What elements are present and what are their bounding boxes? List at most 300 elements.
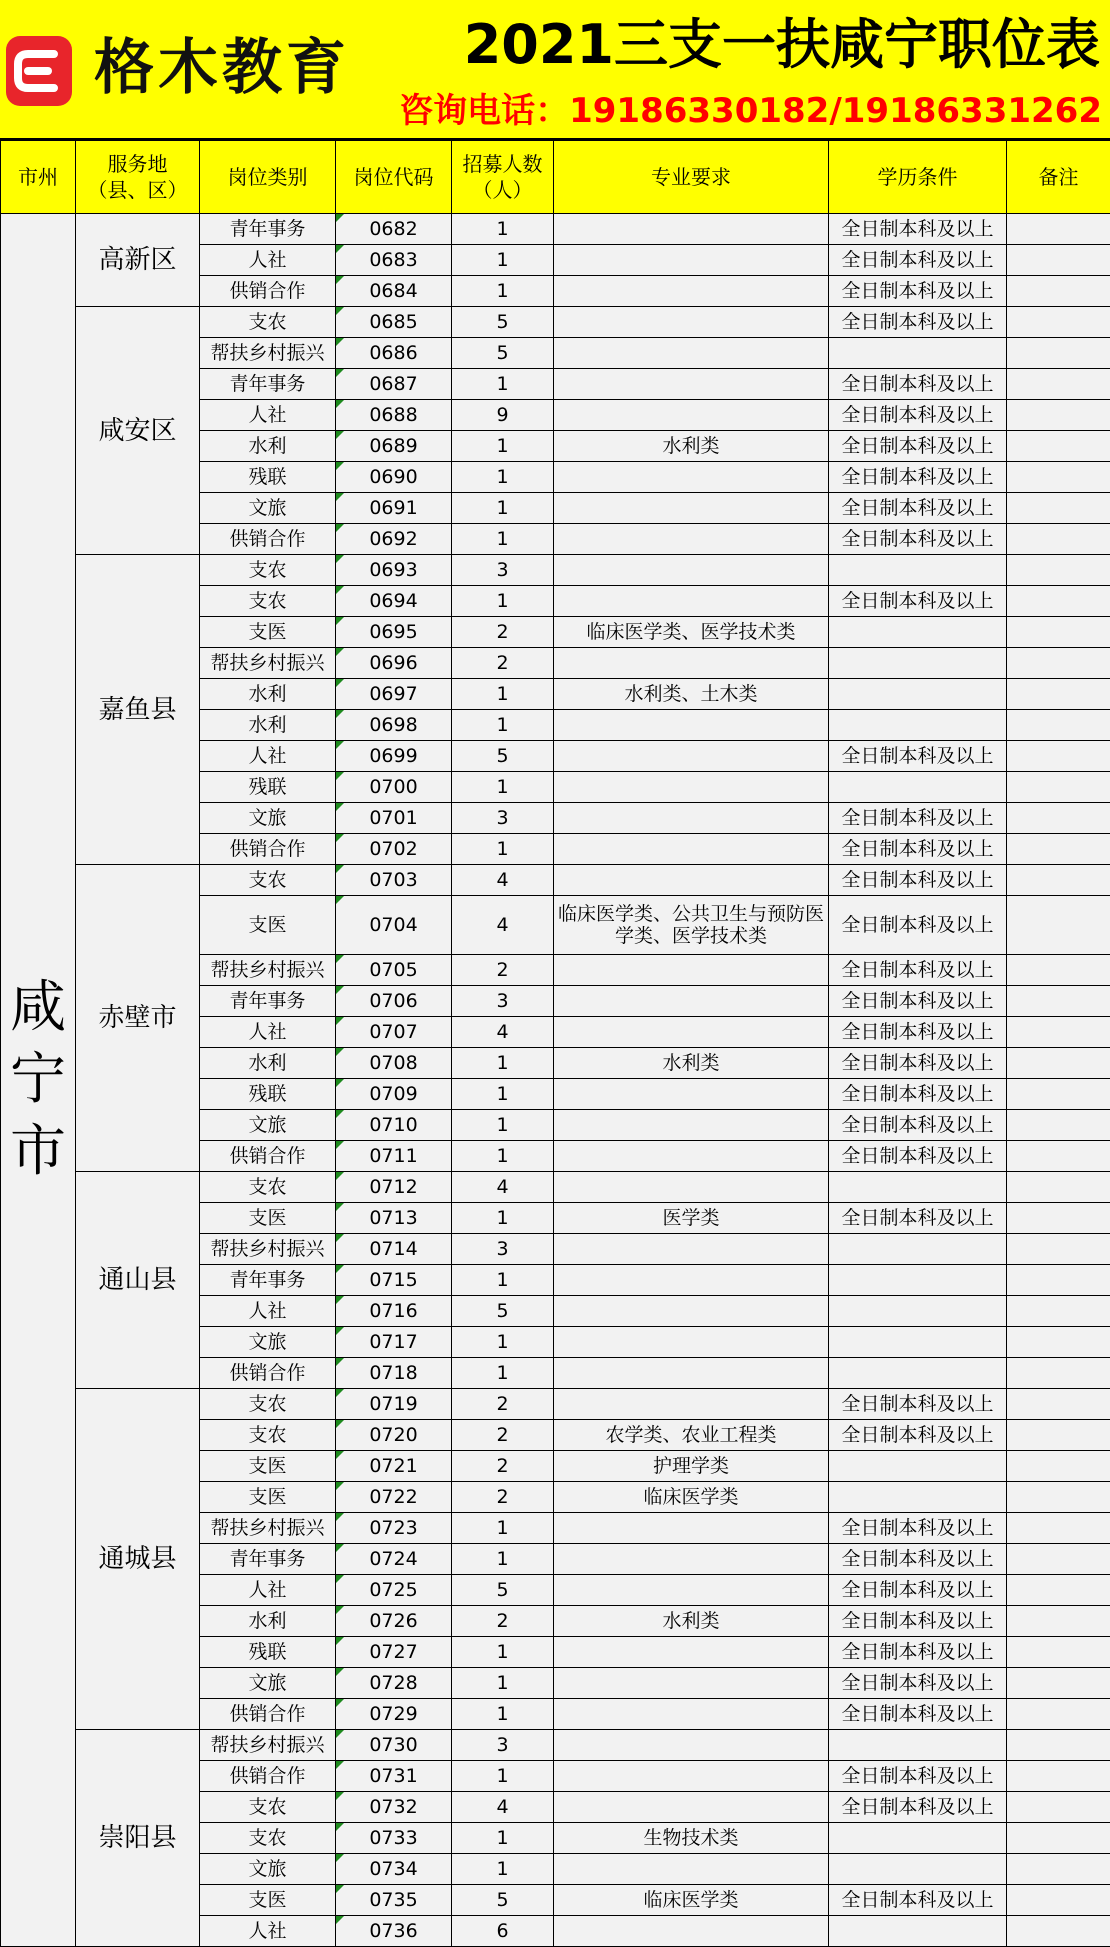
code-cell: 0709 [336, 1079, 452, 1110]
education-cell [829, 1234, 1007, 1265]
category-cell: 支农 [200, 865, 336, 896]
count-cell: 4 [452, 1017, 554, 1048]
education-cell: 全日制本科及以上 [829, 586, 1007, 617]
major-cell [554, 986, 829, 1017]
remarks-cell [1007, 1172, 1110, 1203]
code-cell: 0689 [336, 431, 452, 462]
education-cell: 全日制本科及以上 [829, 865, 1007, 896]
col-header-education: 学历条件 [829, 141, 1007, 214]
table-row [1, 1172, 1110, 1203]
category-cell: 残联 [200, 1637, 336, 1668]
code-cell: 0705 [336, 955, 452, 986]
major-cell [554, 245, 829, 276]
count-cell: 1 [452, 1358, 554, 1389]
remarks-cell [1007, 555, 1110, 586]
education-cell: 全日制本科及以上 [829, 1420, 1007, 1451]
count-cell: 1 [452, 1110, 554, 1141]
remarks-cell [1007, 1017, 1110, 1048]
major-cell [554, 1141, 829, 1172]
major-cell [554, 338, 829, 369]
remarks-cell [1007, 586, 1110, 617]
count-cell: 3 [452, 555, 554, 586]
code-cell: 0722 [336, 1482, 452, 1513]
category-cell: 支医 [200, 1885, 336, 1916]
education-cell: 全日制本科及以上 [829, 986, 1007, 1017]
education-cell: 全日制本科及以上 [829, 1048, 1007, 1079]
count-cell: 1 [452, 276, 554, 307]
code-cell: 0690 [336, 462, 452, 493]
category-cell: 帮扶乡村振兴 [200, 1730, 336, 1761]
code-cell: 0721 [336, 1451, 452, 1482]
remarks-cell [1007, 1110, 1110, 1141]
remarks-cell [1007, 617, 1110, 648]
count-cell: 3 [452, 1234, 554, 1265]
category-cell: 供销合作 [200, 524, 336, 555]
category-cell: 支农 [200, 1792, 336, 1823]
education-cell: 全日制本科及以上 [829, 1110, 1007, 1141]
education-cell: 全日制本科及以上 [829, 245, 1007, 276]
count-cell: 1 [452, 493, 554, 524]
education-cell: 全日制本科及以上 [829, 524, 1007, 555]
category-cell: 支医 [200, 896, 336, 955]
remarks-cell [1007, 1048, 1110, 1079]
count-cell: 1 [452, 1668, 554, 1699]
category-cell: 支医 [200, 1203, 336, 1234]
major-cell [554, 1265, 829, 1296]
code-cell: 0691 [336, 493, 452, 524]
education-cell: 全日制本科及以上 [829, 214, 1007, 245]
remarks-cell [1007, 1916, 1110, 1947]
code-cell: 0723 [336, 1513, 452, 1544]
major-cell [554, 955, 829, 986]
count-cell: 1 [452, 1265, 554, 1296]
district-cell: 崇阳县 [76, 1730, 200, 1947]
count-cell: 2 [452, 1451, 554, 1482]
remarks-cell [1007, 1389, 1110, 1420]
major-cell [554, 865, 829, 896]
page-title: 2021三支一扶咸宁职位表 [464, 8, 1100, 82]
category-cell: 人社 [200, 1296, 336, 1327]
code-cell: 0700 [336, 772, 452, 803]
education-cell [829, 1451, 1007, 1482]
education-cell [829, 1916, 1007, 1947]
remarks-cell [1007, 896, 1110, 955]
major-cell [554, 1079, 829, 1110]
remarks-cell [1007, 1265, 1110, 1296]
category-cell: 青年事务 [200, 369, 336, 400]
count-cell: 3 [452, 986, 554, 1017]
count-cell: 5 [452, 741, 554, 772]
count-cell: 5 [452, 338, 554, 369]
remarks-cell [1007, 834, 1110, 865]
table-row [1, 865, 1110, 896]
code-cell: 0724 [336, 1544, 452, 1575]
education-cell: 全日制本科及以上 [829, 1389, 1007, 1420]
count-cell: 1 [452, 214, 554, 245]
count-cell: 5 [452, 1885, 554, 1916]
count-cell: 1 [452, 679, 554, 710]
remarks-cell [1007, 369, 1110, 400]
category-cell: 帮扶乡村振兴 [200, 1513, 336, 1544]
count-cell: 1 [452, 245, 554, 276]
major-cell [554, 834, 829, 865]
table-body [1, 214, 1110, 1947]
remarks-cell [1007, 1730, 1110, 1761]
count-cell: 1 [452, 1327, 554, 1358]
code-cell: 0693 [336, 555, 452, 586]
major-cell [554, 1792, 829, 1823]
major-cell [554, 214, 829, 245]
major-cell [554, 400, 829, 431]
education-cell: 全日制本科及以上 [829, 369, 1007, 400]
category-cell: 人社 [200, 741, 336, 772]
category-cell: 供销合作 [200, 1699, 336, 1730]
category-cell: 支农 [200, 1389, 336, 1420]
remarks-cell [1007, 1451, 1110, 1482]
remarks-cell [1007, 1792, 1110, 1823]
major-cell [554, 1110, 829, 1141]
major-cell: 临床医学类、公共卫生与预防医学类、医学技术类 [554, 896, 829, 955]
code-cell: 0718 [336, 1358, 452, 1389]
remarks-cell [1007, 710, 1110, 741]
code-cell: 0730 [336, 1730, 452, 1761]
count-cell: 1 [452, 1048, 554, 1079]
header-banner [0, 0, 1110, 140]
count-cell: 1 [452, 524, 554, 555]
category-cell: 供销合作 [200, 1141, 336, 1172]
remarks-cell [1007, 1575, 1110, 1606]
remarks-cell [1007, 493, 1110, 524]
count-cell: 1 [452, 1141, 554, 1172]
remarks-cell [1007, 1606, 1110, 1637]
code-cell: 0706 [336, 986, 452, 1017]
code-cell: 0734 [336, 1854, 452, 1885]
code-cell: 0702 [336, 834, 452, 865]
education-cell [829, 1482, 1007, 1513]
code-cell: 0704 [336, 896, 452, 955]
count-cell: 1 [452, 772, 554, 803]
count-cell: 2 [452, 1420, 554, 1451]
code-cell: 0684 [336, 276, 452, 307]
count-cell: 1 [452, 431, 554, 462]
code-cell: 0717 [336, 1327, 452, 1358]
category-cell: 水利 [200, 1048, 336, 1079]
remarks-cell [1007, 462, 1110, 493]
education-cell: 全日制本科及以上 [829, 1203, 1007, 1234]
table-row [1, 1730, 1110, 1761]
category-cell: 文旅 [200, 1854, 336, 1885]
major-cell [554, 524, 829, 555]
count-cell: 1 [452, 586, 554, 617]
code-cell: 0695 [336, 617, 452, 648]
category-cell: 残联 [200, 772, 336, 803]
code-cell: 0733 [336, 1823, 452, 1854]
remarks-cell [1007, 400, 1110, 431]
education-cell: 全日制本科及以上 [829, 1637, 1007, 1668]
count-cell: 1 [452, 462, 554, 493]
major-cell [554, 710, 829, 741]
code-cell: 0708 [336, 1048, 452, 1079]
remarks-cell [1007, 648, 1110, 679]
education-cell: 全日制本科及以上 [829, 276, 1007, 307]
remarks-cell [1007, 1296, 1110, 1327]
category-cell: 残联 [200, 1079, 336, 1110]
remarks-cell [1007, 245, 1110, 276]
district-cell: 高新区 [76, 214, 200, 307]
education-cell [829, 1327, 1007, 1358]
category-cell: 供销合作 [200, 1761, 336, 1792]
major-cell [554, 493, 829, 524]
category-cell: 人社 [200, 1916, 336, 1947]
category-cell: 帮扶乡村振兴 [200, 648, 336, 679]
education-cell: 全日制本科及以上 [829, 1699, 1007, 1730]
remarks-cell [1007, 1327, 1110, 1358]
code-cell: 0703 [336, 865, 452, 896]
category-cell: 帮扶乡村振兴 [200, 955, 336, 986]
code-cell: 0698 [336, 710, 452, 741]
col-header-count: 招募人数 （人） [452, 141, 554, 214]
code-cell: 0728 [336, 1668, 452, 1699]
category-cell: 青年事务 [200, 1544, 336, 1575]
code-cell: 0712 [336, 1172, 452, 1203]
category-cell: 帮扶乡村振兴 [200, 338, 336, 369]
education-cell: 全日制本科及以上 [829, 1544, 1007, 1575]
major-cell: 水利类 [554, 1048, 829, 1079]
education-cell [829, 648, 1007, 679]
col-header-remarks: 备注 [1007, 141, 1110, 214]
major-cell [554, 1389, 829, 1420]
education-cell [829, 1730, 1007, 1761]
education-cell: 全日制本科及以上 [829, 462, 1007, 493]
major-cell [554, 1358, 829, 1389]
education-cell: 全日制本科及以上 [829, 431, 1007, 462]
remarks-cell [1007, 1699, 1110, 1730]
remarks-cell [1007, 1358, 1110, 1389]
count-cell: 2 [452, 1389, 554, 1420]
count-cell: 1 [452, 1203, 554, 1234]
education-cell [829, 1358, 1007, 1389]
count-cell: 6 [452, 1916, 554, 1947]
major-cell [554, 1172, 829, 1203]
category-cell: 残联 [200, 462, 336, 493]
code-cell: 0719 [336, 1389, 452, 1420]
code-cell: 0687 [336, 369, 452, 400]
district-cell: 嘉鱼县 [76, 555, 200, 865]
col-header-major: 专业要求 [554, 141, 829, 214]
count-cell: 1 [452, 834, 554, 865]
education-cell: 全日制本科及以上 [829, 493, 1007, 524]
education-cell [829, 710, 1007, 741]
education-cell [829, 1296, 1007, 1327]
major-cell [554, 1761, 829, 1792]
col-header-city: 市州 [1, 141, 76, 214]
major-cell [554, 1017, 829, 1048]
contact-phone: 咨询电话：19186330182/19186331262 [399, 88, 1102, 134]
district-cell: 咸安区 [76, 307, 200, 555]
code-cell: 0688 [336, 400, 452, 431]
code-cell: 0736 [336, 1916, 452, 1947]
education-cell [829, 1823, 1007, 1854]
education-cell: 全日制本科及以上 [829, 1668, 1007, 1699]
category-cell: 支医 [200, 1451, 336, 1482]
count-cell: 1 [452, 1637, 554, 1668]
major-cell: 临床医学类 [554, 1482, 829, 1513]
count-cell: 5 [452, 1296, 554, 1327]
education-cell [829, 679, 1007, 710]
education-cell [829, 1172, 1007, 1203]
category-cell: 文旅 [200, 1668, 336, 1699]
code-cell: 0699 [336, 741, 452, 772]
code-cell: 0686 [336, 338, 452, 369]
major-cell [554, 462, 829, 493]
education-cell [829, 1265, 1007, 1296]
count-cell: 9 [452, 400, 554, 431]
major-cell: 临床医学类 [554, 1885, 829, 1916]
major-cell: 水利类、土木类 [554, 679, 829, 710]
major-cell: 临床医学类、医学技术类 [554, 617, 829, 648]
count-cell: 4 [452, 896, 554, 955]
count-cell: 1 [452, 1699, 554, 1730]
major-cell [554, 1513, 829, 1544]
category-cell: 供销合作 [200, 276, 336, 307]
col-header-category: 岗位类别 [200, 141, 336, 214]
code-cell: 0692 [336, 524, 452, 555]
remarks-cell [1007, 772, 1110, 803]
count-cell: 2 [452, 955, 554, 986]
remarks-cell [1007, 1079, 1110, 1110]
category-cell: 青年事务 [200, 214, 336, 245]
count-cell: 1 [452, 1761, 554, 1792]
education-cell: 全日制本科及以上 [829, 1606, 1007, 1637]
major-cell: 水利类 [554, 431, 829, 462]
count-cell: 5 [452, 1575, 554, 1606]
category-cell: 帮扶乡村振兴 [200, 1234, 336, 1265]
category-cell: 支农 [200, 307, 336, 338]
category-cell: 文旅 [200, 803, 336, 834]
count-cell: 5 [452, 307, 554, 338]
category-cell: 支医 [200, 617, 336, 648]
remarks-cell [1007, 865, 1110, 896]
remarks-cell [1007, 986, 1110, 1017]
table-header-row [1, 141, 1110, 214]
education-cell: 全日制本科及以上 [829, 741, 1007, 772]
table-row [1, 214, 1110, 245]
category-cell: 文旅 [200, 1110, 336, 1141]
code-cell: 0694 [336, 586, 452, 617]
major-cell [554, 1296, 829, 1327]
education-cell: 全日制本科及以上 [829, 955, 1007, 986]
city-cell [1, 214, 76, 1947]
education-cell: 全日制本科及以上 [829, 1575, 1007, 1606]
category-cell: 文旅 [200, 493, 336, 524]
col-header-district: 服务地 （县、区） [76, 141, 200, 214]
education-cell: 全日制本科及以上 [829, 1017, 1007, 1048]
positions-table [0, 140, 1110, 1947]
major-cell [554, 1637, 829, 1668]
count-cell: 2 [452, 1606, 554, 1637]
code-cell: 0729 [336, 1699, 452, 1730]
code-cell: 0714 [336, 1234, 452, 1265]
category-cell: 水利 [200, 431, 336, 462]
gemu-logo-icon [4, 34, 74, 108]
code-cell: 0697 [336, 679, 452, 710]
education-cell [829, 338, 1007, 369]
education-cell: 全日制本科及以上 [829, 896, 1007, 955]
remarks-cell [1007, 679, 1110, 710]
table-row [1, 307, 1110, 338]
major-cell [554, 1668, 829, 1699]
major-cell: 医学类 [554, 1203, 829, 1234]
education-cell: 全日制本科及以上 [829, 1792, 1007, 1823]
education-cell: 全日制本科及以上 [829, 1761, 1007, 1792]
count-cell: 3 [452, 803, 554, 834]
code-cell: 0725 [336, 1575, 452, 1606]
major-cell [554, 586, 829, 617]
code-cell: 0711 [336, 1141, 452, 1172]
code-cell: 0716 [336, 1296, 452, 1327]
education-cell: 全日制本科及以上 [829, 1141, 1007, 1172]
category-cell: 人社 [200, 1017, 336, 1048]
category-cell: 支农 [200, 1172, 336, 1203]
code-cell: 0720 [336, 1420, 452, 1451]
major-cell [554, 307, 829, 338]
count-cell: 2 [452, 1482, 554, 1513]
remarks-cell [1007, 1761, 1110, 1792]
category-cell: 人社 [200, 245, 336, 276]
education-cell: 全日制本科及以上 [829, 1079, 1007, 1110]
category-cell: 支农 [200, 1823, 336, 1854]
major-cell [554, 1699, 829, 1730]
count-cell: 1 [452, 1823, 554, 1854]
remarks-cell [1007, 276, 1110, 307]
education-cell: 全日制本科及以上 [829, 307, 1007, 338]
code-cell: 0735 [336, 1885, 452, 1916]
major-cell: 农学类、农业工程类 [554, 1420, 829, 1451]
education-cell [829, 772, 1007, 803]
category-cell: 青年事务 [200, 986, 336, 1017]
major-cell [554, 369, 829, 400]
major-cell [554, 648, 829, 679]
city-name: 咸宁市 [8, 972, 68, 1188]
remarks-cell [1007, 1544, 1110, 1575]
code-cell: 0732 [336, 1792, 452, 1823]
remarks-cell [1007, 1203, 1110, 1234]
code-cell: 0682 [336, 214, 452, 245]
category-cell: 支农 [200, 555, 336, 586]
code-cell: 0707 [336, 1017, 452, 1048]
major-cell: 护理学类 [554, 1451, 829, 1482]
remarks-cell [1007, 1668, 1110, 1699]
major-cell [554, 276, 829, 307]
education-cell: 全日制本科及以上 [829, 1885, 1007, 1916]
code-cell: 0726 [336, 1606, 452, 1637]
remarks-cell [1007, 741, 1110, 772]
remarks-cell [1007, 1637, 1110, 1668]
remarks-cell [1007, 1823, 1110, 1854]
district-cell: 通城县 [76, 1389, 200, 1730]
count-cell: 2 [452, 617, 554, 648]
category-cell: 供销合作 [200, 834, 336, 865]
table-row [1, 1389, 1110, 1420]
major-cell [554, 772, 829, 803]
code-cell: 0727 [336, 1637, 452, 1668]
count-cell: 1 [452, 710, 554, 741]
category-cell: 供销合作 [200, 1358, 336, 1389]
category-cell: 文旅 [200, 1327, 336, 1358]
remarks-cell [1007, 1141, 1110, 1172]
category-cell: 人社 [200, 400, 336, 431]
remarks-cell [1007, 307, 1110, 338]
